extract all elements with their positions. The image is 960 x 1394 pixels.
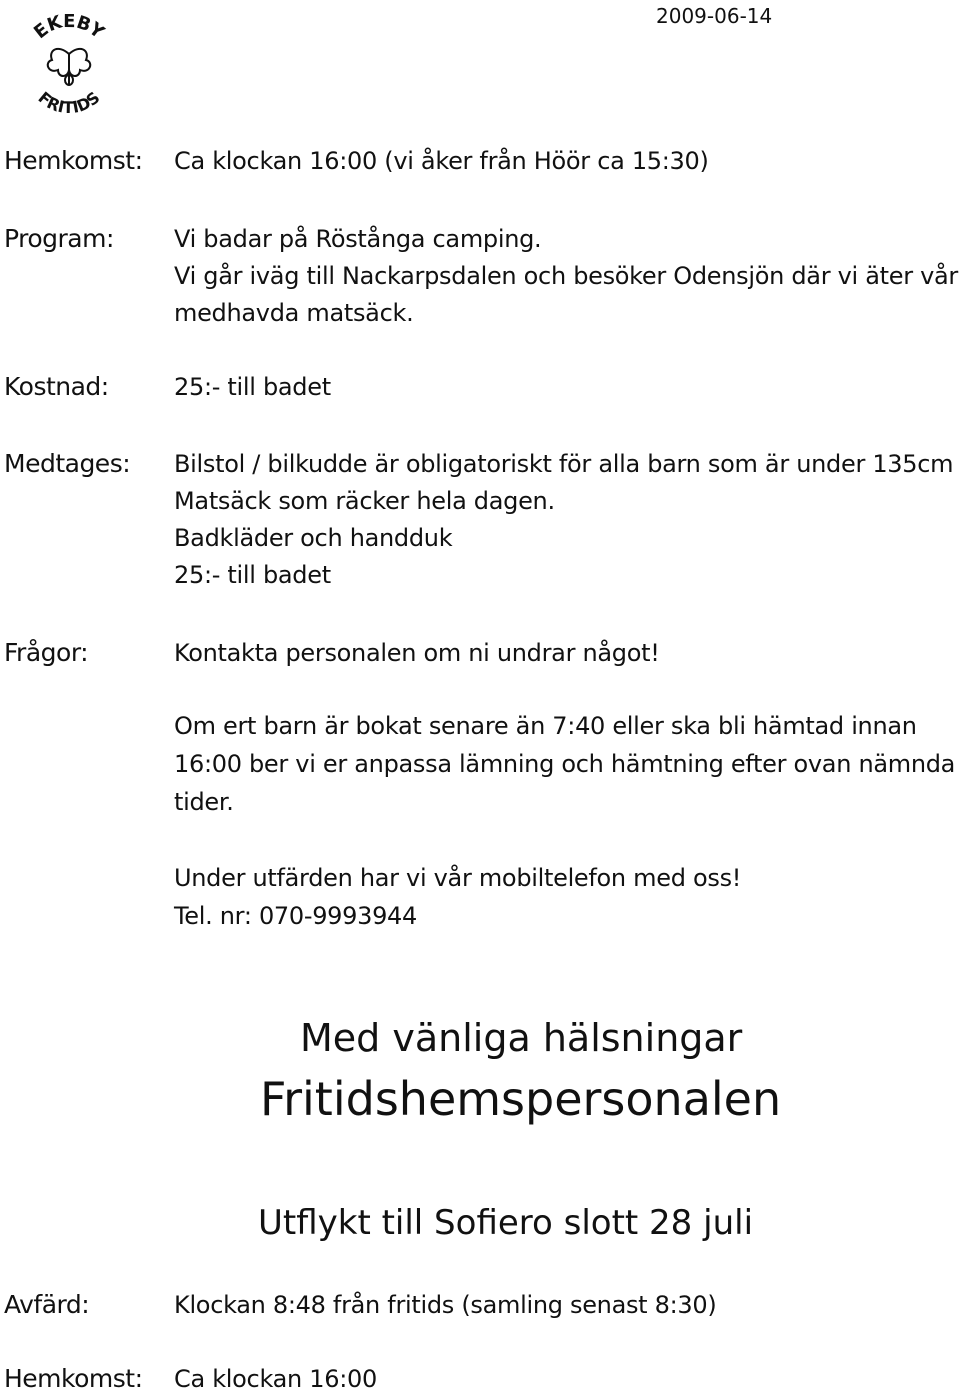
svg-text:FRITIDS [35, 88, 104, 116]
next-trip-heading: Utflykt till Sofiero slott 28 juli [258, 1203, 754, 1243]
closing-signature: Fritidshemspersonalen [260, 1072, 782, 1126]
hemkomst2-text: Ca klockan 16:00 [174, 1365, 377, 1393]
fragor-text: Kontakta personalen om ni undrar något! [174, 639, 660, 667]
medtages-line: Badkläder och handduk [174, 524, 453, 552]
program-label: Program: [4, 224, 114, 253]
document-date: 2009-06-14 [656, 4, 773, 28]
medtages-line: Matsäck som räcker hela dagen. [174, 487, 555, 515]
kostnad-label: Kostnad: [4, 372, 109, 401]
program-line: Vi går iväg till Nackarpsdalen och besöker Odensjön där vi äter vår [174, 262, 958, 290]
svg-text:EKEBY [30, 14, 108, 44]
phone-line: Under utfärden har vi vår mobiltelefon med oss! [174, 864, 742, 892]
notice-line: tider. [174, 788, 234, 816]
medtages-line: 25:- till badet [174, 561, 331, 589]
logo-bottom-text: FRITIDS [34, 87, 104, 116]
hemkomst2-label: Hemkomst: [4, 1364, 143, 1393]
hemkomst-label: Hemkomst: [4, 146, 143, 175]
program-line: Vi badar på Röstånga camping. [174, 225, 542, 253]
avfard-text: Klockan 8:48 från fritids (samling senast 8:30) [174, 1291, 717, 1319]
medtages-label: Medtages: [4, 449, 131, 478]
avfard-label: Avfärd: [4, 1290, 90, 1319]
oak-leaves-acorn-icon [18, 14, 120, 116]
notice-line: 16:00 ber vi er anpassa lämning och hämtning efter ovan nämnda [174, 750, 956, 778]
phone-number-line: Tel. nr: 070-9993944 [174, 902, 418, 930]
notice-line: Om ert barn är bokat senare än 7:40 eller ska bli hämtad innan [174, 712, 917, 740]
closing-greeting: Med vänliga hälsningar [300, 1016, 743, 1060]
logo-top-text: EKEBY [30, 14, 108, 44]
hemkomst-text: Ca klockan 16:00 (vi åker från Höör ca 15:30) [174, 147, 709, 175]
ekeby-fritids-logo [18, 14, 120, 116]
fragor-label: Frågor: [4, 638, 89, 667]
program-line: medhavda matsäck. [174, 299, 414, 327]
medtages-line: Bilstol / bilkudde är obligatoriskt för alla barn som är under 135cm [174, 450, 954, 478]
kostnad-text: 25:- till badet [174, 373, 331, 401]
